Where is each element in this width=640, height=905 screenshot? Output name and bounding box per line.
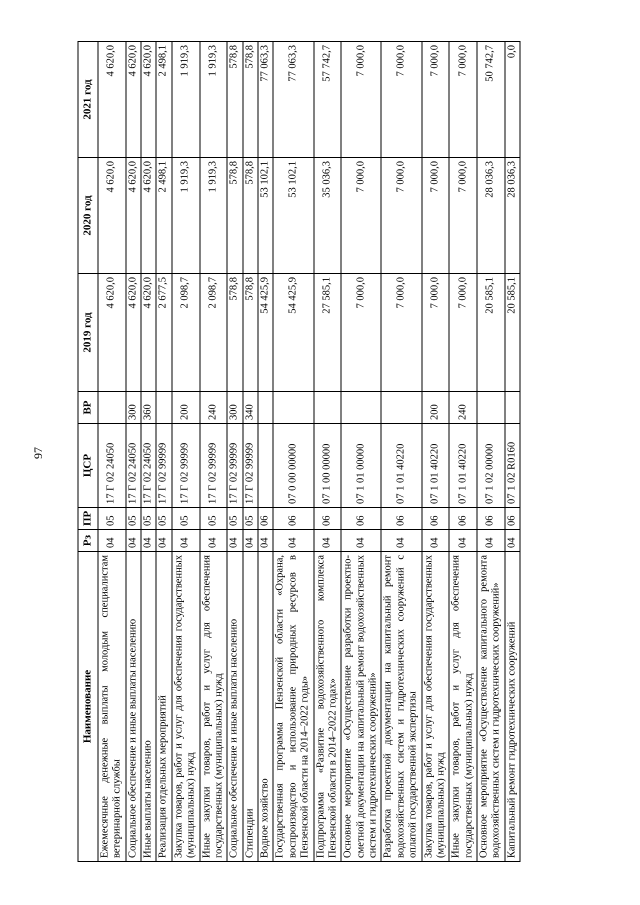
row-2021: 4 620,0	[141, 42, 156, 158]
table-row	[98, 42, 126, 862]
row-pr: 06	[449, 508, 477, 530]
row-2020: 7 000,0	[341, 158, 381, 274]
row-2021: 50 742,7	[477, 42, 505, 158]
row-2019: 20 585,1	[505, 274, 520, 392]
row-csr: 17 Г 02 99999	[156, 424, 171, 508]
row-name: Закупка товаров, работ и услуг для обеспечения государственных (муниципальных) нужд	[172, 552, 200, 862]
table-row	[422, 42, 450, 862]
row-2021: 57 742,7	[314, 42, 342, 158]
row-name: Ежемесячные денежные выплаты молодым специалистам ветеринарной службы	[98, 552, 126, 862]
row-csr	[258, 424, 273, 508]
row-csr: 07 0 00 00000	[273, 424, 313, 508]
row-2019: 7 000,0	[341, 274, 381, 392]
row-name: Подпрограмма «Развитие водохозяйственного комплекса Пензенской области в 2014–2022 годах»	[314, 552, 342, 862]
row-2019: 2 098,7	[172, 274, 200, 392]
row-csr: 17 Г 02 24050	[141, 424, 156, 508]
row-rz: 04	[98, 530, 126, 552]
row-name: Социальное обеспечение и иные выплаты населению	[227, 552, 242, 862]
row-pr: 05	[200, 508, 228, 530]
row-pr: 05	[141, 508, 156, 530]
row-csr: 17 Г 02 24050	[126, 424, 141, 508]
row-rz: 04	[477, 530, 505, 552]
row-pr: 06	[314, 508, 342, 530]
row-2021: 7 000,0	[449, 42, 477, 158]
row-2020: 28 036,3	[505, 158, 520, 274]
row-csr: 07 1 01 40220	[422, 424, 450, 508]
row-name: Государственная программа Пензенской области «Охрана, воспроизводство и использование природных ресурсов в Пензенской области на 2014–2022 годы»	[273, 552, 313, 862]
row-pr: 06	[381, 508, 421, 530]
row-2021: 77 063,3	[273, 42, 313, 158]
row-rz: 04	[243, 530, 258, 552]
row-csr: 07 1 01 40220	[381, 424, 421, 508]
header-name: Наименование	[78, 552, 98, 862]
row-rz: 04	[314, 530, 342, 552]
row-pr: 05	[243, 508, 258, 530]
row-2020: 4 620,0	[98, 158, 126, 274]
row-rz: 04	[422, 530, 450, 552]
row-csr: 17 Г 02 99999	[227, 424, 242, 508]
row-csr: 07 1 01 40220	[449, 424, 477, 508]
table-row	[381, 42, 421, 862]
row-pr: 05	[126, 508, 141, 530]
row-csr: 07 1 02 R0160	[505, 424, 520, 508]
row-name: Водное хозяйство	[258, 552, 273, 862]
row-2019: 7 000,0	[381, 274, 421, 392]
table-row	[227, 42, 242, 862]
row-pr: 06	[477, 508, 505, 530]
row-rz: 04	[381, 530, 421, 552]
row-pr: 05	[227, 508, 242, 530]
row-rz: 04	[505, 530, 520, 552]
row-2019: 4 620,0	[141, 274, 156, 392]
row-rz: 04	[141, 530, 156, 552]
row-vr: 240	[200, 392, 228, 424]
row-rz: 04	[200, 530, 228, 552]
row-2020: 53 102,1	[273, 158, 313, 274]
table-row	[172, 42, 200, 862]
row-pr: 05	[98, 508, 126, 530]
row-pr: 05	[172, 508, 200, 530]
row-2020: 4 620,0	[126, 158, 141, 274]
row-name: Основное мероприятие «Осуществление разработки проектно-сметной документации на капитальный ремонт водохозяйственных систем и гидротехнических сооружений»	[341, 552, 381, 862]
table-row	[243, 42, 258, 862]
table-row	[126, 42, 141, 862]
row-vr	[273, 392, 313, 424]
header-rz: Рз	[78, 530, 98, 552]
row-name: Стипендии	[243, 552, 258, 862]
table-header-row	[78, 42, 98, 862]
row-vr: 360	[141, 392, 156, 424]
row-vr	[258, 392, 273, 424]
row-2019: 2 677,5	[156, 274, 171, 392]
row-rz: 04	[172, 530, 200, 552]
row-name: Иные закупки товаров, работ и услуг для обеспечения государственных (муниципальных) нужд	[449, 552, 477, 862]
row-2021: 7 000,0	[381, 42, 421, 158]
row-name: Основное мероприятие «Осуществление капитального ремонта водохозяйственных систем и гидротехнических сооружений»	[477, 552, 505, 862]
row-2020: 28 036,3	[477, 158, 505, 274]
table-row	[477, 42, 505, 862]
table-row	[449, 42, 477, 862]
row-csr: 17 Г 02 24050	[98, 424, 126, 508]
row-pr: 06	[258, 508, 273, 530]
row-2020: 7 000,0	[449, 158, 477, 274]
row-vr: 240	[449, 392, 477, 424]
row-rz: 04	[258, 530, 273, 552]
row-2020: 578,8	[243, 158, 258, 274]
row-2020: 1 919,3	[200, 158, 228, 274]
row-2021: 4 620,0	[126, 42, 141, 158]
row-rz: 04	[341, 530, 381, 552]
row-2020: 1 919,3	[172, 158, 200, 274]
row-vr	[156, 392, 171, 424]
header-2021: 2021 год	[78, 42, 98, 158]
row-2021: 7 000,0	[422, 42, 450, 158]
row-pr: 06	[505, 508, 520, 530]
row-2021: 2 498,1	[156, 42, 171, 158]
row-rz: 04	[156, 530, 171, 552]
row-2021: 578,8	[227, 42, 242, 158]
row-2019: 54 425,9	[273, 274, 313, 392]
row-2019: 54 425,9	[258, 274, 273, 392]
row-vr: 300	[126, 392, 141, 424]
row-vr	[477, 392, 505, 424]
row-2021: 77 063,3	[258, 42, 273, 158]
row-2019: 20 585,1	[477, 274, 505, 392]
row-vr: 340	[243, 392, 258, 424]
row-2019: 7 000,0	[449, 274, 477, 392]
row-2020: 35 036,3	[314, 158, 342, 274]
row-csr: 17 Г 02 99999	[172, 424, 200, 508]
row-name: Иные закупки товаров, работ и услуг для обеспечения государственных (муниципальных) нужд	[200, 552, 228, 862]
row-2019: 7 000,0	[422, 274, 450, 392]
row-vr	[341, 392, 381, 424]
row-pr: 05	[156, 508, 171, 530]
row-pr: 06	[422, 508, 450, 530]
table-row	[314, 42, 342, 862]
row-2020: 7 000,0	[422, 158, 450, 274]
budget-table	[78, 41, 521, 862]
row-pr: 06	[273, 508, 313, 530]
row-2021: 0,0	[505, 42, 520, 158]
row-2019: 27 585,1	[314, 274, 342, 392]
row-2020: 578,8	[227, 158, 242, 274]
table-row	[258, 42, 273, 862]
header-csr: ЦСР	[78, 424, 98, 508]
row-2019: 578,8	[243, 274, 258, 392]
row-2019: 4 620,0	[126, 274, 141, 392]
table-row	[341, 42, 381, 862]
row-2020: 53 102,1	[258, 158, 273, 274]
row-vr	[505, 392, 520, 424]
row-vr	[381, 392, 421, 424]
row-pr: 06	[341, 508, 381, 530]
table-row	[505, 42, 520, 862]
row-vr: 200	[422, 392, 450, 424]
row-vr	[98, 392, 126, 424]
rotated-page-content	[78, 42, 563, 862]
row-name: Реализация отдельных мероприятий	[156, 552, 171, 862]
row-vr: 300	[227, 392, 242, 424]
row-name: Социальное обеспечение и иные выплаты населению	[126, 552, 141, 862]
table-row	[156, 42, 171, 862]
header-vr: ВР	[78, 392, 98, 424]
row-2021: 578,8	[243, 42, 258, 158]
row-rz: 04	[273, 530, 313, 552]
header-pr: ПР	[78, 508, 98, 530]
row-2021: 1 919,3	[172, 42, 200, 158]
row-vr	[314, 392, 342, 424]
row-name: Закупка товаров, работ и услуг для обеспечения государственных (муниципальных) нужд	[422, 552, 450, 862]
row-csr: 07 1 02 00000	[477, 424, 505, 508]
row-name: Разработка проектной документации на капитальный ремонт водохозяйственных систем и гидротехнических сооружений с оплатой государственной экспертизы	[381, 552, 421, 862]
header-2020: 2020 год	[78, 158, 98, 274]
row-2020: 2 498,1	[156, 158, 171, 274]
row-csr: 07 1 00 00000	[314, 424, 342, 508]
row-name: Иные выплаты населению	[141, 552, 156, 862]
table-row	[200, 42, 228, 862]
row-2020: 7 000,0	[381, 158, 421, 274]
row-2019: 2 098,7	[200, 274, 228, 392]
row-2021: 4 620,0	[98, 42, 126, 158]
row-csr: 17 Г 02 99999	[243, 424, 258, 508]
row-2019: 578,8	[227, 274, 242, 392]
row-2021: 1 919,3	[200, 42, 228, 158]
row-vr: 200	[172, 392, 200, 424]
header-2019: 2019 год	[78, 274, 98, 392]
row-rz: 04	[227, 530, 242, 552]
row-csr: 07 1 01 00000	[341, 424, 381, 508]
page-number: 97	[31, 447, 45, 459]
row-2020: 4 620,0	[141, 158, 156, 274]
row-csr: 17 Г 02 99999	[200, 424, 228, 508]
row-name: Капитальный ремонт гидротехнических сооружений	[505, 552, 520, 862]
row-rz: 04	[126, 530, 141, 552]
row-rz: 04	[449, 530, 477, 552]
row-2021: 7 000,0	[341, 42, 381, 158]
table-row	[273, 42, 313, 862]
table-row	[141, 42, 156, 862]
row-2019: 4 620,0	[98, 274, 126, 392]
